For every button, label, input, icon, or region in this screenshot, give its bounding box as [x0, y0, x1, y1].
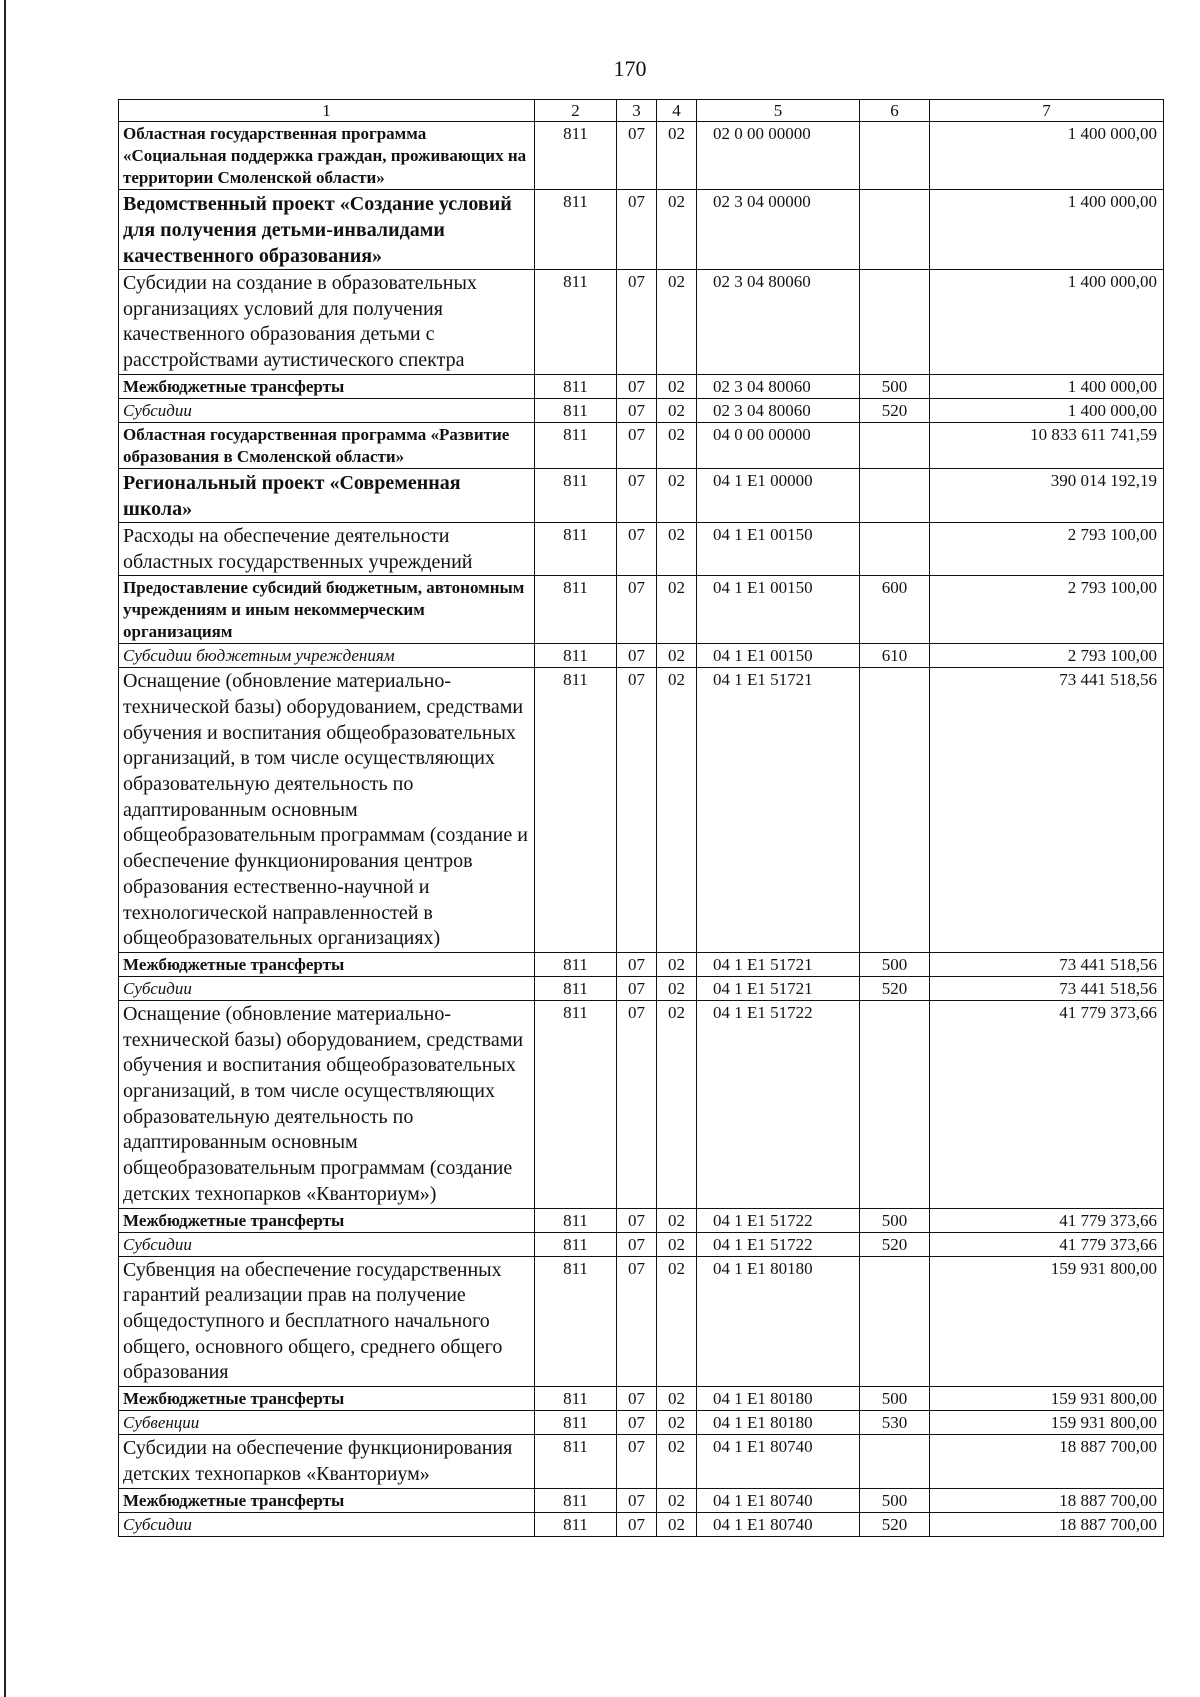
ministry-code-cell: 811: [535, 1512, 617, 1536]
target-article-cell: 04 1 E1 00150: [697, 644, 860, 668]
expense-type-cell: [860, 422, 930, 468]
subsection-cell: 02: [657, 1232, 697, 1256]
table-row: [119, 468, 1164, 522]
expense-type-cell: 600: [860, 576, 930, 644]
section-cell: 07: [617, 668, 657, 953]
name-cell: Субсидии: [119, 976, 535, 1000]
ministry-code-cell: 811: [535, 576, 617, 644]
section-cell: 07: [617, 122, 657, 190]
expense-type-cell: 520: [860, 1512, 930, 1536]
ministry-code-cell: 811: [535, 1208, 617, 1232]
ministry-code-cell: 811: [535, 1435, 617, 1488]
ministry-code-cell: 811: [535, 1232, 617, 1256]
section-cell: 07: [617, 1000, 657, 1208]
subsection-cell: 02: [657, 1387, 697, 1411]
expense-type-cell: [860, 668, 930, 953]
amount-cell: 18 887 700,00: [930, 1435, 1164, 1488]
name-cell: Субвенция на обеспечение государственных гарантий реализации прав на получение общедоступного и бесплатного начального общего, основного общего, среднего общего образования: [119, 1256, 535, 1387]
expense-type-cell: 500: [860, 1208, 930, 1232]
table-row: [119, 976, 1164, 1000]
amount-cell: 159 931 800,00: [930, 1256, 1164, 1387]
expense-type-cell: 530: [860, 1411, 930, 1435]
section-cell: 07: [617, 270, 657, 375]
section-cell: 07: [617, 468, 657, 522]
amount-cell: 2 793 100,00: [930, 522, 1164, 575]
amount-cell: 390 014 192,19: [930, 468, 1164, 522]
subsection-cell: 02: [657, 190, 697, 270]
subsection-cell: 02: [657, 644, 697, 668]
name-cell: Субсидии на создание в образовательных организациях условий для получения качественного образования детьми с расстройствами аутистического спектра: [119, 270, 535, 375]
target-article-cell: 04 1 E1 00150: [697, 522, 860, 575]
section-cell: 07: [617, 1411, 657, 1435]
subsection-cell: 02: [657, 576, 697, 644]
ministry-code-cell: 811: [535, 952, 617, 976]
amount-cell: 73 441 518,56: [930, 952, 1164, 976]
expense-type-cell: [860, 1256, 930, 1387]
target-article-cell: 04 1 E1 51722: [697, 1000, 860, 1208]
header-cell-7: 7: [930, 100, 1164, 122]
expense-type-cell: [860, 270, 930, 375]
name-cell: Субсидии: [119, 1232, 535, 1256]
amount-cell: 159 931 800,00: [930, 1387, 1164, 1411]
name-cell: Субсидии на обеспечение функционирования детских технопарков «Кванториум»: [119, 1435, 535, 1488]
expense-type-cell: 500: [860, 1488, 930, 1512]
table-row: [119, 1512, 1164, 1536]
expense-type-cell: [860, 522, 930, 575]
table-row: [119, 1435, 1164, 1488]
name-cell: Межбюджетные трансферты: [119, 952, 535, 976]
target-article-cell: 04 1 E1 51722: [697, 1208, 860, 1232]
name-cell: Субсидии бюджетным учреждениям: [119, 644, 535, 668]
ministry-code-cell: 811: [535, 1411, 617, 1435]
ministry-code-cell: 811: [535, 644, 617, 668]
name-cell: Субсидии: [119, 1512, 535, 1536]
target-article-cell: 04 1 E1 51722: [697, 1232, 860, 1256]
expense-type-cell: [860, 1000, 930, 1208]
header-cell-6: 6: [860, 100, 930, 122]
expense-type-cell: 520: [860, 976, 930, 1000]
ministry-code-cell: 811: [535, 190, 617, 270]
section-cell: 07: [617, 374, 657, 398]
table-header-row: [119, 100, 1164, 122]
target-article-cell: 04 1 E1 80740: [697, 1435, 860, 1488]
amount-cell: 1 400 000,00: [930, 398, 1164, 422]
name-cell: Межбюджетные трансферты: [119, 374, 535, 398]
section-cell: 07: [617, 422, 657, 468]
amount-cell: 10 833 611 741,59: [930, 422, 1164, 468]
table-row: [119, 1232, 1164, 1256]
amount-cell: 18 887 700,00: [930, 1512, 1164, 1536]
subsection-cell: 02: [657, 952, 697, 976]
table-row: [119, 1387, 1164, 1411]
expense-type-cell: 520: [860, 398, 930, 422]
target-article-cell: 04 1 E1 80740: [697, 1512, 860, 1536]
name-cell: Межбюджетные трансферты: [119, 1387, 535, 1411]
table-row: [119, 1208, 1164, 1232]
ministry-code-cell: 811: [535, 270, 617, 375]
target-article-cell: 04 1 E1 51721: [697, 976, 860, 1000]
table-row: [119, 1488, 1164, 1512]
header-cell-3: 3: [617, 100, 657, 122]
name-cell: Оснащение (обновление материально-технической базы) оборудованием, средствами обучения и воспитания общеобразовательных организаций, в том числе осуществляющих образовательную деятельность по адаптированным основным общеобразовательным программам (создание и обеспечение функционирования центров образования естественно-научной и технологической направленностей в общеобразовательных организациях): [119, 668, 535, 953]
section-cell: 07: [617, 522, 657, 575]
target-article-cell: 02 3 04 80060: [697, 270, 860, 375]
target-article-cell: 04 1 E1 80180: [697, 1387, 860, 1411]
ministry-code-cell: 811: [535, 374, 617, 398]
subsection-cell: 02: [657, 522, 697, 575]
ministry-code-cell: 811: [535, 1387, 617, 1411]
section-cell: 07: [617, 1387, 657, 1411]
subsection-cell: 02: [657, 374, 697, 398]
header-cell-2: 2: [535, 100, 617, 122]
amount-cell: 2 793 100,00: [930, 576, 1164, 644]
ministry-code-cell: 811: [535, 1000, 617, 1208]
section-cell: 07: [617, 1232, 657, 1256]
amount-cell: 41 779 373,66: [930, 1000, 1164, 1208]
target-article-cell: 02 3 04 80060: [697, 398, 860, 422]
target-article-cell: 04 1 E1 51721: [697, 668, 860, 953]
section-cell: 07: [617, 1208, 657, 1232]
amount-cell: 1 400 000,00: [930, 374, 1164, 398]
section-cell: 07: [617, 1256, 657, 1387]
amount-cell: 41 779 373,66: [930, 1232, 1164, 1256]
table-row: [119, 668, 1164, 953]
table-row: [119, 374, 1164, 398]
ministry-code-cell: 811: [535, 1488, 617, 1512]
header-cell-4: 4: [657, 100, 697, 122]
target-article-cell: 04 1 E1 00150: [697, 576, 860, 644]
subsection-cell: 02: [657, 468, 697, 522]
subsection-cell: 02: [657, 1000, 697, 1208]
target-article-cell: 02 3 04 00000: [697, 190, 860, 270]
name-cell: Межбюджетные трансферты: [119, 1488, 535, 1512]
subsection-cell: 02: [657, 122, 697, 190]
target-article-cell: 02 0 00 00000: [697, 122, 860, 190]
subsection-cell: 02: [657, 1488, 697, 1512]
name-cell: Оснащение (обновление материально-технической базы) оборудованием, средствами обучения и воспитания общеобразовательных организаций, в том числе осуществляющих образовательную деятельность по адаптированным основным общеобразовательным программам (создание детских технопарков «Кванториум»): [119, 1000, 535, 1208]
ministry-code-cell: 811: [535, 398, 617, 422]
section-cell: 07: [617, 1488, 657, 1512]
table-row: [119, 122, 1164, 190]
section-cell: 07: [617, 1435, 657, 1488]
target-article-cell: 04 1 E1 80180: [697, 1256, 860, 1387]
name-cell: Межбюджетные трансферты: [119, 1208, 535, 1232]
subsection-cell: 02: [657, 1256, 697, 1387]
target-article-cell: 04 1 E1 80180: [697, 1411, 860, 1435]
ministry-code-cell: 811: [535, 976, 617, 1000]
subsection-cell: 02: [657, 1435, 697, 1488]
subsection-cell: 02: [657, 270, 697, 375]
ministry-code-cell: 811: [535, 668, 617, 953]
subsection-cell: 02: [657, 1411, 697, 1435]
section-cell: 07: [617, 190, 657, 270]
subsection-cell: 02: [657, 422, 697, 468]
name-cell: Субвенции: [119, 1411, 535, 1435]
target-article-cell: 04 0 00 00000: [697, 422, 860, 468]
subsection-cell: 02: [657, 1512, 697, 1536]
section-cell: 07: [617, 976, 657, 1000]
amount-cell: 1 400 000,00: [930, 122, 1164, 190]
expense-type-cell: [860, 1435, 930, 1488]
expense-type-cell: [860, 122, 930, 190]
name-cell: Расходы на обеспечение деятельности областных государственных учреждений: [119, 522, 535, 575]
section-cell: 07: [617, 952, 657, 976]
ministry-code-cell: 811: [535, 122, 617, 190]
amount-cell: 73 441 518,56: [930, 976, 1164, 1000]
amount-cell: 159 931 800,00: [930, 1411, 1164, 1435]
table-row: [119, 190, 1164, 270]
name-cell: Региональный проект «Современная школа»: [119, 468, 535, 522]
amount-cell: 1 400 000,00: [930, 190, 1164, 270]
section-cell: 07: [617, 398, 657, 422]
section-cell: 07: [617, 1512, 657, 1536]
expense-type-cell: [860, 468, 930, 522]
table-row: [119, 522, 1164, 575]
name-cell: Субсидии: [119, 398, 535, 422]
amount-cell: 1 400 000,00: [930, 270, 1164, 375]
page-number: 170: [613, 56, 647, 81]
table-row: [119, 952, 1164, 976]
table-row: [119, 1000, 1164, 1208]
expense-type-cell: 500: [860, 1387, 930, 1411]
expense-type-cell: [860, 190, 930, 270]
expense-type-cell: 610: [860, 644, 930, 668]
scan-edge-line: [4, 0, 6, 1697]
budget-table: [118, 99, 1164, 1537]
header-cell-5: 5: [697, 100, 860, 122]
ministry-code-cell: 811: [535, 468, 617, 522]
subsection-cell: 02: [657, 398, 697, 422]
subsection-cell: 02: [657, 668, 697, 953]
section-cell: 07: [617, 644, 657, 668]
name-cell: Областная государственная программа «Социальная поддержка граждан, проживающих на территории Смоленской области»: [119, 122, 535, 190]
amount-cell: 73 441 518,56: [930, 668, 1164, 953]
table-row: [119, 422, 1164, 468]
table-row: [119, 576, 1164, 644]
expense-type-cell: 500: [860, 374, 930, 398]
header-cell-1: 1: [119, 100, 535, 122]
expense-type-cell: 520: [860, 1232, 930, 1256]
table-row: [119, 644, 1164, 668]
target-article-cell: 04 1 E1 51721: [697, 952, 860, 976]
ministry-code-cell: 811: [535, 422, 617, 468]
target-article-cell: 04 1 E1 80740: [697, 1488, 860, 1512]
table-row: [119, 1411, 1164, 1435]
table-row: [119, 398, 1164, 422]
amount-cell: 2 793 100,00: [930, 644, 1164, 668]
ministry-code-cell: 811: [535, 522, 617, 575]
subsection-cell: 02: [657, 976, 697, 1000]
ministry-code-cell: 811: [535, 1256, 617, 1387]
table-row: [119, 1256, 1164, 1387]
name-cell: Ведомственный проект «Создание условий для получения детьми-инвалидами качественного образования»: [119, 190, 535, 270]
target-article-cell: 02 3 04 80060: [697, 374, 860, 398]
table-row: [119, 270, 1164, 375]
name-cell: Областная государственная программа «Развитие образования в Смоленской области»: [119, 422, 535, 468]
section-cell: 07: [617, 576, 657, 644]
name-cell: Предоставление субсидий бюджетным, автономным учреждениям и иным некоммерческим организациям: [119, 576, 535, 644]
subsection-cell: 02: [657, 1208, 697, 1232]
amount-cell: 18 887 700,00: [930, 1488, 1164, 1512]
target-article-cell: 04 1 E1 00000: [697, 468, 860, 522]
expense-type-cell: 500: [860, 952, 930, 976]
amount-cell: 41 779 373,66: [930, 1208, 1164, 1232]
